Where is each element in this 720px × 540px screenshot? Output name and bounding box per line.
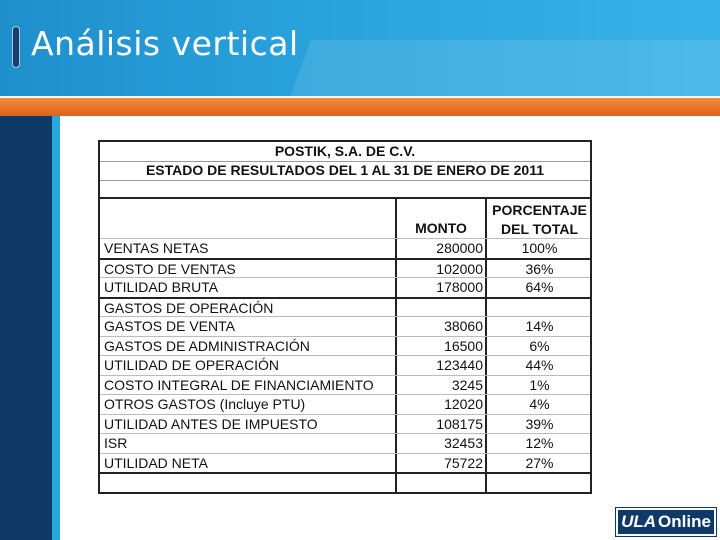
row-percent: 14% — [525, 318, 554, 334]
logo-suffix: Online — [658, 512, 711, 531]
column-header-percent-line2: DEL TOTAL — [501, 221, 578, 237]
row-percent: 6% — [529, 337, 550, 354]
row-percent: 4% — [529, 396, 550, 412]
table-row — [100, 394, 590, 414]
row-percent: 27% — [525, 454, 554, 471]
row-amount: 32453 — [444, 435, 483, 451]
row-amount: 16500 — [444, 337, 483, 354]
column-header-amount: MONTO — [415, 220, 467, 236]
row-percent: 44% — [525, 357, 554, 373]
slide-header — [0, 0, 720, 96]
statement-subtitle: ESTADO DE RESULTADOS DEL 1 AL 31 DE ENERO DE 2011 — [100, 162, 590, 181]
statement-rows — [100, 238, 590, 472]
table-row — [100, 336, 590, 356]
left-cyan-band — [52, 116, 60, 540]
orange-divider — [0, 98, 720, 116]
table-row — [100, 238, 590, 258]
row-amount: 108175 — [436, 415, 483, 432]
table-row — [100, 375, 590, 395]
row-amount: 12020 — [444, 396, 483, 412]
row-label: UTILIDAD ANTES DE IMPUESTO — [104, 415, 318, 432]
row-percent: 64% — [525, 279, 554, 295]
table-row — [100, 258, 590, 278]
row-label: OTROS GASTOS (Incluye PTU) — [104, 396, 306, 412]
logo-brand: ULA — [621, 512, 657, 531]
row-percent: 12% — [525, 435, 554, 451]
row-percent: 39% — [525, 415, 554, 432]
row-amount: 75722 — [444, 454, 483, 471]
row-label: GASTOS DE VENTA — [104, 318, 235, 334]
slide-title: Análisis vertical — [31, 24, 299, 63]
row-amount: 178000 — [436, 279, 483, 295]
company-name: POSTIK, S.A. DE C.V. — [100, 143, 590, 162]
ula-online-logo — [616, 508, 716, 536]
column-header-percent — [487, 201, 592, 239]
income-statement-table — [98, 140, 592, 494]
table-row — [100, 297, 590, 317]
table-row — [100, 414, 590, 434]
header-spacer-row — [100, 181, 590, 199]
table-row — [100, 277, 590, 297]
header-sheen — [289, 40, 720, 96]
row-label: ISR — [104, 435, 128, 451]
row-label: UTILIDAD DE OPERACIÓN — [104, 357, 280, 373]
table-row — [100, 355, 590, 375]
table-row — [100, 453, 590, 473]
row-label: VENTAS NETAS — [104, 240, 209, 256]
row-label: COSTO DE VENTAS — [104, 260, 236, 277]
row-amount: 102000 — [436, 260, 483, 277]
row-label: GASTOS DE ADMINISTRACIÓN — [104, 337, 310, 354]
row-amount: 280000 — [436, 240, 483, 256]
column-header-percent-line1: PORCENTAJE — [492, 202, 587, 218]
row-amount: 3245 — [451, 376, 483, 393]
row-percent: 1% — [529, 376, 550, 393]
table-row — [100, 316, 590, 336]
row-label: UTILIDAD BRUTA — [104, 279, 219, 295]
title-accent-bar — [13, 27, 19, 67]
footer-spacer-row — [100, 472, 590, 492]
row-percent: 100% — [521, 240, 558, 256]
row-label: GASTOS DE OPERACIÓN — [104, 299, 274, 316]
row-percent: 36% — [525, 260, 554, 277]
row-amount: 123440 — [436, 357, 483, 373]
left-navy-band — [0, 116, 52, 540]
row-label: COSTO INTEGRAL DE FINANCIAMIENTO — [104, 376, 374, 393]
table-row — [100, 433, 590, 453]
row-amount: 38060 — [444, 318, 483, 334]
row-label: UTILIDAD NETA — [104, 454, 208, 471]
